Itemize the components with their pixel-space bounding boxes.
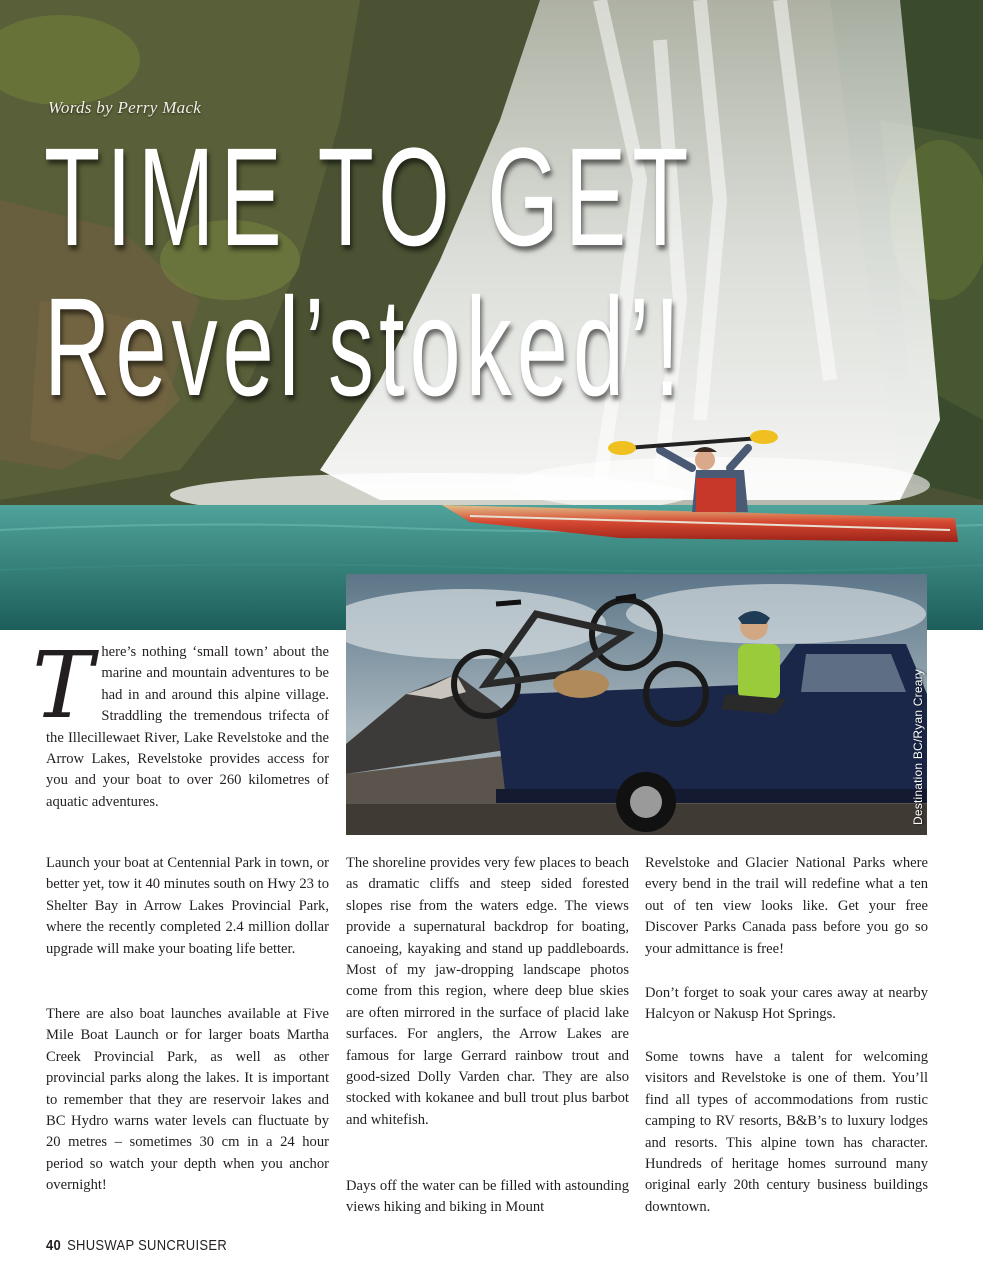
headline-line-2: Revel’stoked’! (44, 270, 686, 426)
soak-paragraph: Don’t forget to soak your cares away at nearby Halcyon or Nakusp Hot Springs. (645, 985, 928, 1023)
intro-paragraph (32, 632, 329, 813)
days-paragraph: Days off the water can be filled with astounding views hiking and biking in Mount (346, 1178, 629, 1216)
towns-paragraph: Some towns have a talent for welcoming visitors and Revelstoke is one of them. You’ll find all types of accommodations from rustic camping to RV resorts, B&B’s to luxury lodges and resorts. This alpine town has character. Hundreds of heritage homes surround many original early 20th century business buildings downtown. (645, 1049, 928, 1215)
shoreline-paragraph: The shoreline provides very few places to beach as dramatic cliffs and steep sided forested slopes rise from the waters edge. The views provide a supernatural backdrop for boating, canoeing, kayaking and stand up paddleboards. Most of my jaw-dropping landscape photos come from this region, where deep blue skies are often mirrored in the surface of placid lake surfaces. For anglers, the Arrow Lakes are famous for large Gerrard rainbow trout and good-sized Dolly Varden char. They are also stocked with kokanee and bull trout plus barbot and whitefish. (346, 855, 629, 1128)
photo-credit: Destination BC/Ryan Creary (911, 669, 925, 825)
publication-name: SHUSWAP SUNCRUISER (67, 1236, 228, 1254)
drop-cap: T (32, 632, 94, 739)
hero-photo (0, 0, 983, 630)
intro-text: here’s nothing ‘small town’ about the marine and mountain adventures to be had in and around this alpine village. Straddling the tremendous trifecta of the Illecillewaet River, Lake Revelstoke and the Arrow Lakes, Revelstoke provides access for you and your boat to over 260 kilometres of aquatic adventures. (46, 644, 329, 810)
truck-bikes-photo (346, 574, 927, 835)
launch-paragraph: Launch your boat at Centennial Park in town, or better yet, tow it 40 minutes south on Hwy 23 to Shelter Bay in Arrow Lakes Provincial Park, where the recently completed 2.4 million dollar upgrade will make your boating life better. (46, 855, 329, 957)
truck-bikes-image (346, 574, 927, 835)
launches-paragraph: There are also boat launches available at Five Mile Boat Launch or for larger boats Martha Creek Provincial Park, as well as other provincial parks along the lakes. It is important to remember that they are reservoir lakes and BC Hydro warns water levels can fluctuate by 20 metres – sometimes 30 cm in a 24 hour period so watch your depth when you anchor overnight! (46, 1006, 329, 1194)
parks-paragraph: Revelstoke and Glacier National Parks where every bend in the trail will redefine what a ten out of ten view looks like. Get your free Discover Parks Canada pass before you go so your admittance is free! (645, 855, 928, 957)
headline-line-1: TIME TO GET (44, 120, 695, 276)
page-number: 40 (46, 1236, 62, 1254)
page-footer (46, 1236, 227, 1253)
byline: Words by Perry Mack (48, 98, 202, 117)
